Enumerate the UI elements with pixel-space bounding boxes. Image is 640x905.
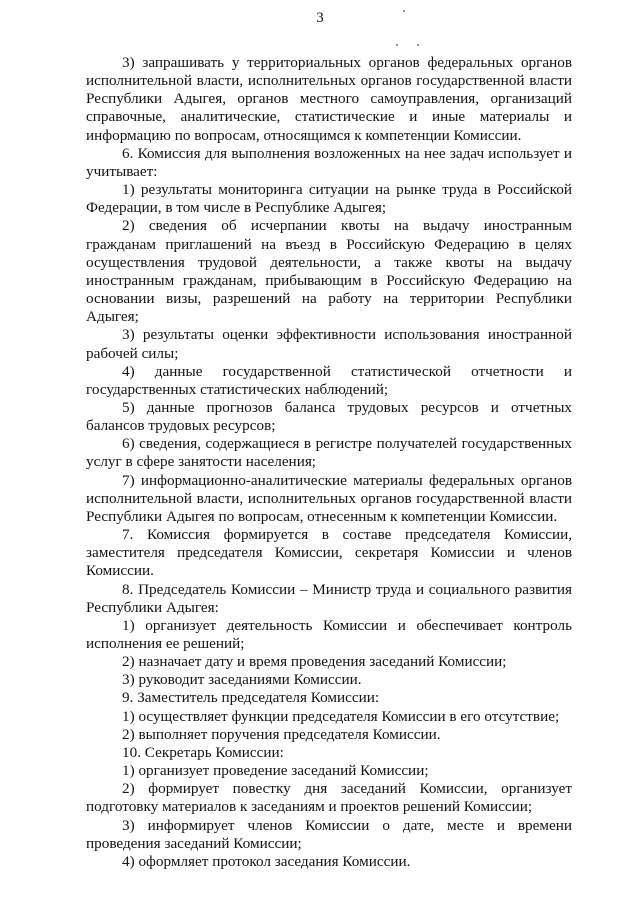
- document-body: [86, 54, 572, 871]
- paragraph: 3) запрашивать у территориальных органов федеральных органов исполнительной власти, исполнительных органов государственной власти Республики Адыгея, органов местного самоуправления, организаций справочные, аналитические, статистические и иные материалы и информацию по вопросам, относящимся к компетенции Комиссии.: [86, 54, 572, 144]
- paragraph: 4) оформляет протокол заседания Комиссии.: [122, 852, 411, 870]
- paragraph: 7. Комиссия формируется в составе председателя Комиссии, заместителя председателя Комиссии, секретаря Комиссии и членов Комиссии.: [86, 526, 572, 580]
- scan-speck: [403, 10, 405, 12]
- paragraph: 1) результаты мониторинга ситуации на рынке труда в Российской Федерации, в том числе в Республике Адыгея;: [86, 181, 572, 217]
- scan-speck: [396, 44, 398, 46]
- page-number: 3: [316, 10, 324, 26]
- paragraph: 1) организует деятельность Комиссии и обеспечивает контроль исполнения ее решений;: [86, 616, 572, 652]
- scan-speck: [417, 44, 419, 46]
- paragraph: 6. Комиссия для выполнения возложенных на нее задач использует и учитывает:: [86, 144, 572, 180]
- paragraph: 4) данные государственной статистической отчетности и государственных статистических наблюдений;: [86, 362, 572, 398]
- paragraph: 1) осуществляет функции председателя Комиссии в его отсутствие;: [122, 707, 560, 725]
- paragraph: 6) сведения, содержащиеся в регистре получателей государственных услуг в сфере занятости населения;: [86, 435, 572, 471]
- paragraph: 1) организует проведение заседаний Комиссии;: [122, 762, 429, 780]
- paragraph: 2) сведения об исчерпании квоты на выдачу иностранным гражданам приглашений на въезд в Российскую Федерацию в целях осуществления трудовой деятельности, а также квоты на выдачу иностранным гражданам, прибывающим в Российскую Федерацию на основании визы, разрешений на работу на территории Республики Адыгея;: [86, 217, 572, 326]
- paragraph: 3) информирует членов Комиссии о дате, месте и времени проведения заседаний Комиссии;: [86, 816, 572, 852]
- paragraph: 3) результаты оценки эффективности использования иностранной рабочей силы;: [86, 326, 572, 362]
- paragraph: 8. Председатель Комиссии – Министр труда и социального развития Республики Адыгея:: [86, 580, 572, 616]
- paragraph: 5) данные прогнозов баланса трудовых ресурсов и отчетных балансов трудовых ресурсов;: [86, 398, 572, 435]
- paragraph: 3) руководит заседаниями Комиссии.: [122, 671, 362, 689]
- paragraph: 7) информационно-аналитические материалы федеральных органов исполнительной власти, исполнительных органов государственной власти Республики Адыгея по вопросам, отнесенным к компетенции Комиссии.: [86, 471, 572, 525]
- paragraph: 10. Секретарь Комиссии:: [122, 743, 284, 761]
- paragraph: 2) формирует повестку дня заседаний Комиссии, организует подготовку материалов к заседаниям и проектов решений Комиссии;: [86, 780, 572, 816]
- paragraph: 2) выполняет поручения председателя Комиссии.: [122, 725, 441, 743]
- paragraph: 2) назначает дату и время проведения заседаний Комиссии;: [122, 653, 507, 671]
- paragraph: 9. Заместитель председателя Комиссии:: [122, 689, 380, 707]
